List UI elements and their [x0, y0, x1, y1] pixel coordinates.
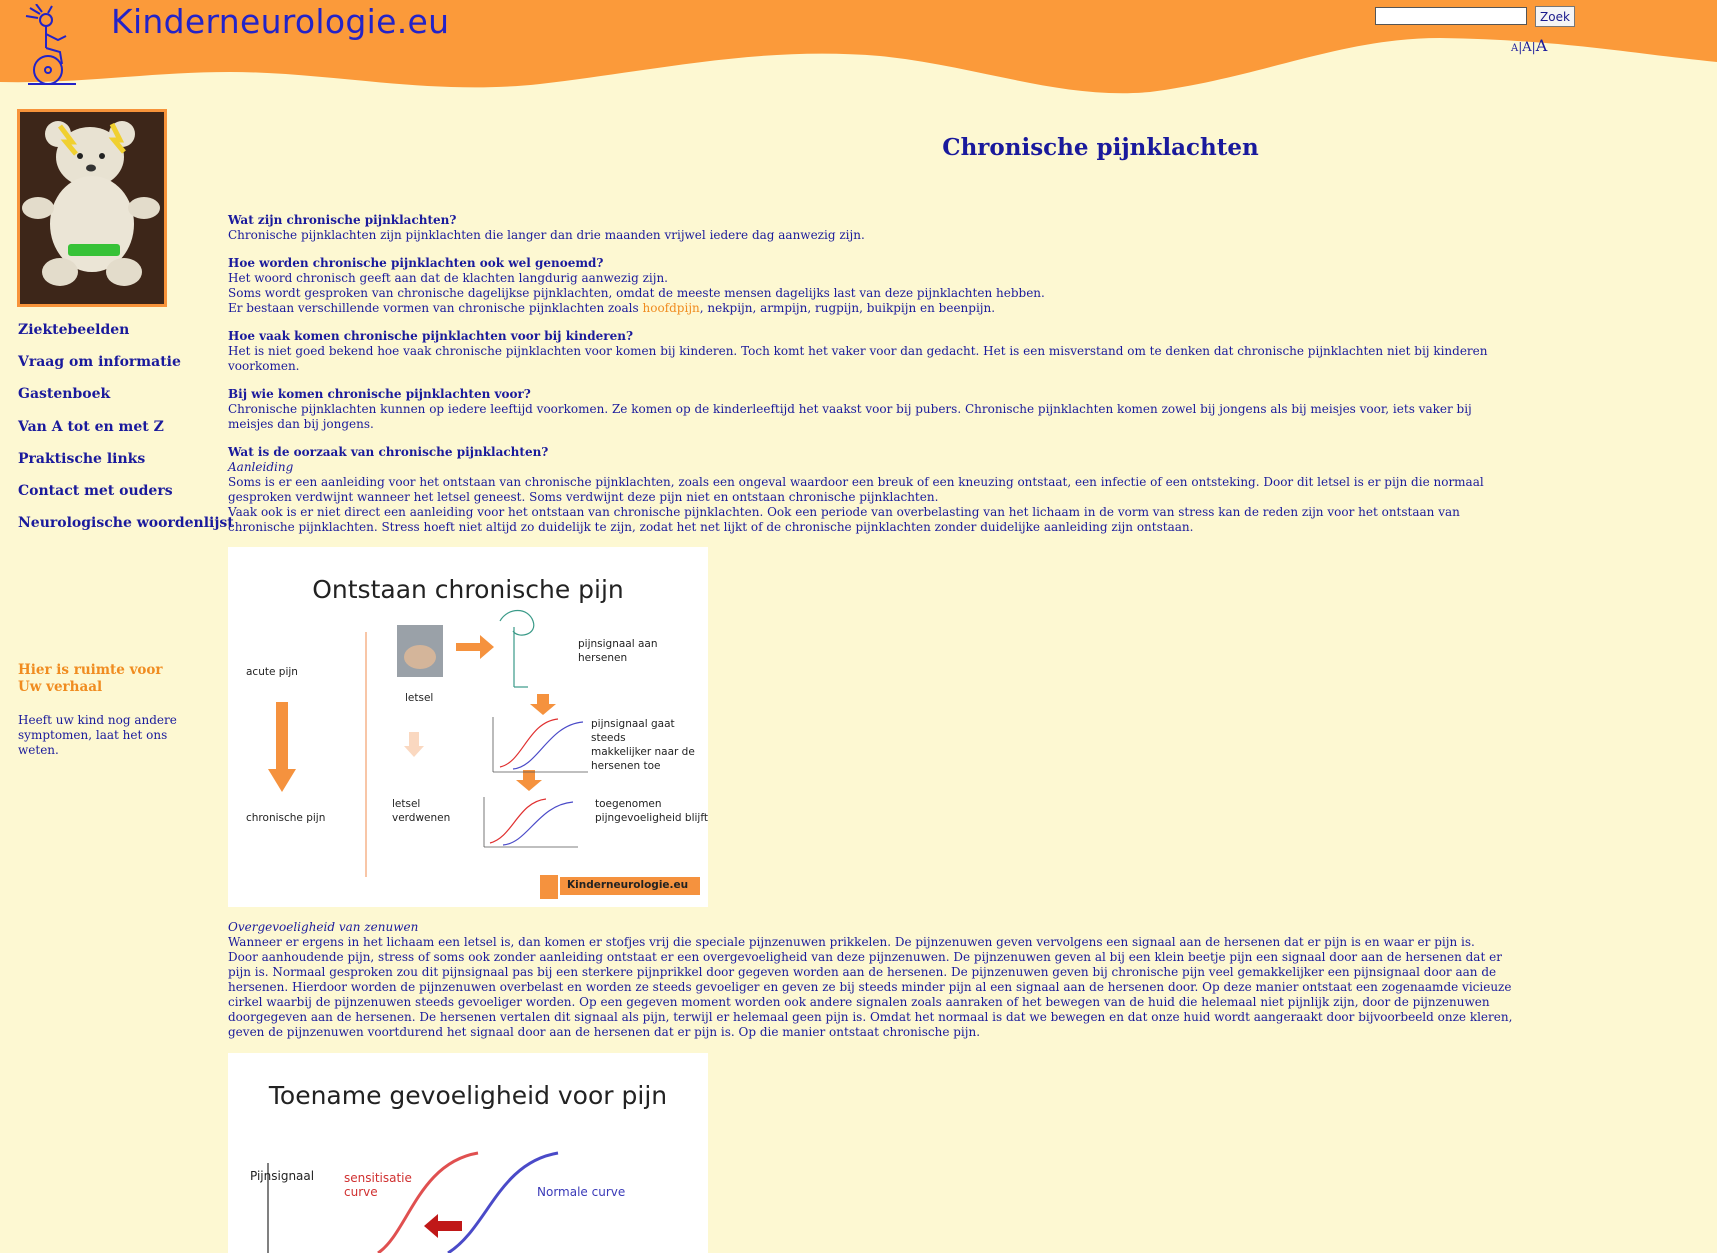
figure-label-normale-curve: Normale curve — [537, 1185, 626, 1199]
section-text: Soms is er een aanleiding voor het ontstaan van chronische pijnklachten, zoals een ongeval waardoor een breuk of een kneuzing ontstaat, een infectie of een ontsteking. Door dit letsel is er pijn die normaal gesproken verdwijnt wanneer het letsel geneest. Soms verdwijnt deze pijn niet en ontstaan chronische pijnklachten. — [228, 475, 1484, 504]
promo-title-line: Hier is ruimte voor — [18, 662, 163, 678]
font-size-medium-button[interactable]: A — [1522, 40, 1532, 55]
section-text: Chronische pijnklachten kunnen op iedere leeftijd voorkomen. Ze komen op de kinderleeftijd het vaakst voor bij pubers. Chronische pijnklachten komen zowel bij jongens als bij meisjes voor, iets vaker bij meisjes dan bij jongens. — [228, 402, 1472, 431]
figure-label-line: pijngevoeligheid blijft — [595, 812, 708, 824]
figure-label-signaal-makkelijker — [591, 717, 708, 773]
section-question: Wat zijn chronische pijnklachten? — [228, 213, 457, 227]
figure-label-line: hersenen toe — [591, 760, 661, 772]
section-who — [228, 387, 1518, 432]
section-text: Vaak ook is er niet direct een aanleiding voor het ontstaan van chronische pijnklachten. Ook een periode van overbelasting van het lichaam in de vorm van stress kan de reden zijn voor het ontstaan van chronische pijnklachten. Stress hoeft niet altijd zo duidelijk te zijn, zodat het net lijkt of de chronische pijnklachten zonder duidelijke aanleiding zijn ontstaan. — [228, 505, 1460, 534]
figure-title: Toename gevoeligheid voor pijn — [268, 1081, 668, 1110]
section-question: Bij wie komen chronische pijnklachten voor? — [228, 387, 531, 401]
section-definition — [228, 213, 1518, 243]
figure-label-line: letsel — [392, 798, 421, 810]
section-text: Door aanhoudende pijn, stress of soms ook zonder aanleiding ontstaat er een overgevoeligheid van deze pijnzenuwen. De pijnzenuwen geven al bij een klein beetje pijn een signaal door aan de hersenen dat er pijn is. Normaal gesproken zou dit pijnsignaal pas bij een sterkere pijnprikkel door gegeven worden aan de hersenen. De pijnzenuwen geven bij chronische pijn veel gemakkelijker een pijnsignaal door aan de hersenen. Hierdoor worden de pijnzenuwen overbelast en worden ze steeds gevoeliger en geven ze bij steeds minder pijn al een signaal aan de hersenen door. Op deze manier ontstaat een zogenaamde vicieuze cirkel waarbij de pijnzenuwen steeds gevoeliger worden. Op een gegeven moment worden ook andere signalen zoals aanraken of het bewegen van de huid die helemaal niet pijnlijk zijn, door de pijnzenuwen doorgegeven aan de hersenen. De hersenen vertalen dit signaal als pijn, terwijl er helemaal geen pijn is. Omdat het normaal is dat we bewegen en dat onze huid wordt aangeraakt door bijvoorbeeld onze kleren, geven de pijnzenuwen voortdurend het signaal door aan de hersenen dat er pijn is. Op die manier ontstaat chronische pijn. — [228, 950, 1513, 1039]
figure-title: Ontstaan chronische pijn — [312, 575, 624, 604]
sidebar-nav — [18, 314, 234, 539]
figure-label-letsel-verdwenen — [392, 797, 450, 825]
section-question: Wat is de oorzaak van chronische pijnklachten? — [228, 445, 549, 459]
section-text: Het is niet goed bekend hoe vaak chronische pijnklachten voor komen bij kinderen. Toch komt het vaker voor dan gedacht. Het is een misverstand om te denken dat chronische pijnklachten niet bij kinderen voorkomen. — [228, 344, 1488, 373]
promo-text-line: symptomen, laat het ons weten. — [18, 728, 168, 757]
sidebar-item-ziektebeelden[interactable]: Ziektebeelden — [18, 322, 130, 338]
figure-label-line: pijnsignaal gaat steeds — [591, 718, 675, 744]
article — [228, 213, 1518, 1253]
promo-text — [18, 713, 210, 758]
section-cause — [228, 445, 1518, 535]
sidebar-item-contact-met-ouders[interactable]: Contact met ouders — [18, 482, 173, 499]
hoofdpijn-link[interactable]: hoofdpijn — [642, 301, 700, 315]
font-size-control — [1511, 36, 1547, 55]
promo-text-line: Heeft uw kind nog andere — [18, 713, 177, 727]
figure-diagram — [228, 1053, 708, 1253]
section-text: Wanneer er ergens in het lichaam een letsel is, dan komen er stofjes vrij die speciale pijnzenuwen prikkelen. De pijnzenuwen geven vervolgens een signaal aan de hersenen dat er pijn is en waar er pijn is. — [228, 935, 1475, 949]
figure-label-acute: acute pijn — [246, 666, 298, 678]
teddy-bear-image — [17, 109, 167, 307]
sidebar-item-van-a-tot-z[interactable]: Van A tot en met Z — [18, 418, 164, 435]
figure-label-signaal: pijnsignaal aan hersenen — [578, 638, 658, 664]
figure-label-line: toegenomen — [595, 798, 662, 810]
section-subheading: Overgevoeligheid van zenuwen — [228, 920, 419, 934]
figure-ylabel: Pijnsignaal — [250, 1169, 315, 1183]
sidebar-item-praktische-links[interactable]: Praktische links — [18, 450, 146, 467]
figure-label-line: makkelijker naar de — [591, 746, 695, 758]
site-header — [0, 0, 1717, 100]
font-size-separator: | — [1531, 40, 1536, 54]
figure-label-line: curve — [344, 1185, 378, 1199]
section-text: , nekpijn, armpijn, rugpijn, buikpijn en beenpijn. — [699, 301, 996, 315]
figure-label-sensitisatie — [344, 1171, 412, 1199]
figure-toename-gevoeligheid — [228, 1053, 708, 1253]
figure-label-toegenomen — [595, 797, 708, 825]
section-names — [228, 256, 1518, 316]
search-input[interactable] — [1375, 7, 1527, 25]
teddy-bear-illustration — [20, 112, 164, 304]
section-overgevoeligheid — [228, 920, 1518, 1040]
section-frequency — [228, 329, 1518, 374]
figure-badge: Kinderneurologie.eu — [567, 879, 689, 891]
figure-label-line: verdwenen — [392, 812, 451, 824]
promo-title[interactable] — [18, 662, 163, 696]
promo-title-line: Uw verhaal — [18, 679, 103, 695]
page-title: Chronische pijnklachten — [942, 134, 1259, 161]
sidebar-item-vraag-om-informatie[interactable]: Vraag om informatie — [18, 354, 181, 371]
sidebar-item-neurologische-woordenlijst[interactable]: Neurologische woordenlijst — [18, 515, 234, 532]
section-text: Het woord chronisch geeft aan dat de klachten langdurig aanwezig zijn. — [228, 271, 668, 285]
search-button[interactable]: Zoek — [1535, 6, 1575, 27]
section-question: Hoe worden chronische pijnklachten ook wel genoemd? — [228, 256, 604, 270]
figure-label-line: sensitisatie — [344, 1171, 412, 1185]
font-size-small-button[interactable]: A — [1511, 43, 1519, 54]
section-question: Hoe vaak komen chronische pijnklachten voor bij kinderen? — [228, 329, 634, 343]
figure-label-chronisch: chronische pijn — [246, 812, 326, 824]
site-title[interactable]: Kinderneurologie.eu — [111, 2, 450, 41]
section-subheading: Aanleiding — [228, 460, 294, 474]
section-text: Chronische pijnklachten zijn pijnklachten die langer dan drie maanden vrijwel iedere dag aanwezig zijn. — [228, 228, 865, 242]
figure-label-letsel: letsel — [405, 692, 434, 704]
sidebar-item-gastenboek[interactable]: Gastenboek — [18, 386, 111, 403]
figure-ontstaan-chronische-pijn — [228, 547, 708, 907]
font-size-separator: | — [1518, 40, 1523, 54]
font-size-large-button[interactable]: A — [1535, 36, 1548, 55]
section-text: Soms wordt gesproken van chronische dagelijkse pijnklachten, omdat de meeste mensen dagelijks last van deze pijnklachten hebben. — [228, 286, 1045, 300]
section-text: Er bestaan verschillende vormen van chronische pijnklachten zoals — [228, 301, 643, 315]
logo-icon[interactable] — [22, 4, 80, 88]
